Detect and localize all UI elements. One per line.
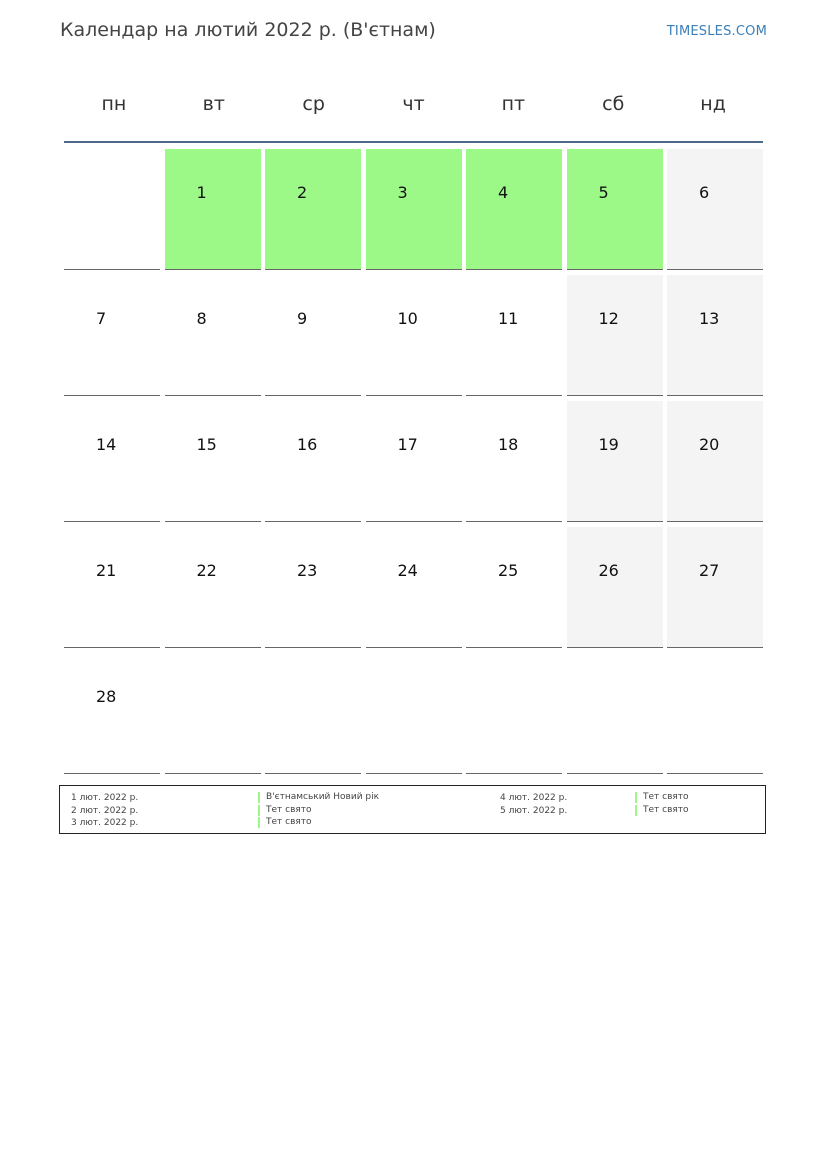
day-number: 24: [397, 561, 418, 580]
day-cell: [165, 275, 261, 396]
day-number: 16: [297, 435, 318, 454]
holiday-day-cell: [567, 149, 663, 270]
day-cell: [466, 401, 562, 522]
weekend-day-cell: [567, 275, 663, 396]
weekday-label: чт: [402, 93, 425, 115]
day-cell: [165, 653, 261, 774]
day-number: 19: [598, 435, 619, 454]
day-number: 9: [297, 309, 308, 328]
day-number: 7: [96, 309, 107, 328]
day-number: 15: [196, 435, 217, 454]
weekday-header: [64, 78, 763, 130]
weekday-label: нд: [700, 93, 726, 115]
day-cell: [567, 653, 663, 774]
day-number: 14: [96, 435, 117, 454]
holiday-day-cell: [466, 149, 562, 270]
holiday-day-cell: [165, 149, 261, 270]
weekend-day-cell: [667, 149, 763, 270]
day-number: 17: [397, 435, 418, 454]
day-cell: [265, 653, 361, 774]
day-cell: [64, 275, 160, 396]
day-number: 25: [498, 561, 519, 580]
day-number: 22: [196, 561, 217, 580]
calendar-grid: [64, 149, 766, 774]
day-number: 18: [498, 435, 519, 454]
legend-date: 2 лют. 2022 р.: [71, 805, 139, 816]
day-number: 26: [598, 561, 619, 580]
weekend-day-cell: [567, 527, 663, 648]
weekend-day-cell: [667, 401, 763, 522]
legend-holiday-name: Тет свято: [258, 817, 312, 828]
page-title: Календар на лютий 2022 р. (В'єтнам): [60, 19, 436, 41]
day-number: 27: [699, 561, 720, 580]
day-cell: [466, 653, 562, 774]
weekend-day-cell: [667, 527, 763, 648]
day-cell: [366, 401, 462, 522]
day-cell: [366, 527, 462, 648]
day-number: 3: [397, 183, 408, 202]
legend-holiday-name: Тет свято: [258, 805, 312, 816]
holiday-day-cell: [265, 149, 361, 270]
legend-holiday-name: В'єтнамський Новий рік: [258, 792, 379, 803]
weekend-day-cell: [667, 275, 763, 396]
legend-date: 5 лют. 2022 р.: [500, 805, 568, 816]
day-cell: [64, 401, 160, 522]
holiday-day-cell: [366, 149, 462, 270]
day-number: 20: [699, 435, 720, 454]
legend-holiday-name: Тет свято: [635, 792, 689, 803]
day-cell: [64, 149, 160, 270]
day-number: 6: [699, 183, 710, 202]
day-number: 1: [196, 183, 207, 202]
day-number: 28: [96, 687, 117, 706]
day-cell: [667, 653, 763, 774]
day-number: 4: [498, 183, 509, 202]
weekday-label: ср: [302, 93, 325, 115]
day-cell: [466, 275, 562, 396]
day-number: 2: [297, 183, 308, 202]
weekday-label: пт: [501, 93, 526, 115]
day-cell: [165, 401, 261, 522]
weekday-label: вт: [202, 93, 225, 115]
day-number: 21: [96, 561, 117, 580]
day-cell: [265, 527, 361, 648]
day-number: 23: [297, 561, 318, 580]
weekend-day-cell: [567, 401, 663, 522]
day-cell: [265, 275, 361, 396]
legend-date: 4 лют. 2022 р.: [500, 793, 568, 803]
day-cell: [64, 653, 160, 774]
header-divider: [64, 141, 763, 143]
weekday-label: пн: [101, 93, 127, 115]
legend-holiday-name: Тет свято: [635, 805, 689, 816]
holiday-legend: [59, 785, 766, 834]
brand-link[interactable]: TIMESLES.COM: [666, 24, 767, 39]
day-number: 11: [498, 309, 519, 328]
day-number: 8: [196, 309, 207, 328]
weekday-label: сб: [602, 93, 625, 115]
day-number: 13: [699, 309, 720, 328]
day-cell: [265, 401, 361, 522]
day-cell: [466, 527, 562, 648]
day-cell: [64, 527, 160, 648]
day-cell: [366, 653, 462, 774]
day-number: 5: [598, 183, 609, 202]
day-cell: [366, 275, 462, 396]
legend-date: 3 лют. 2022 р.: [71, 818, 139, 828]
day-cell: [165, 527, 261, 648]
day-number: 12: [598, 309, 619, 328]
legend-date: 1 лют. 2022 р.: [71, 793, 139, 803]
day-number: 10: [397, 309, 418, 328]
